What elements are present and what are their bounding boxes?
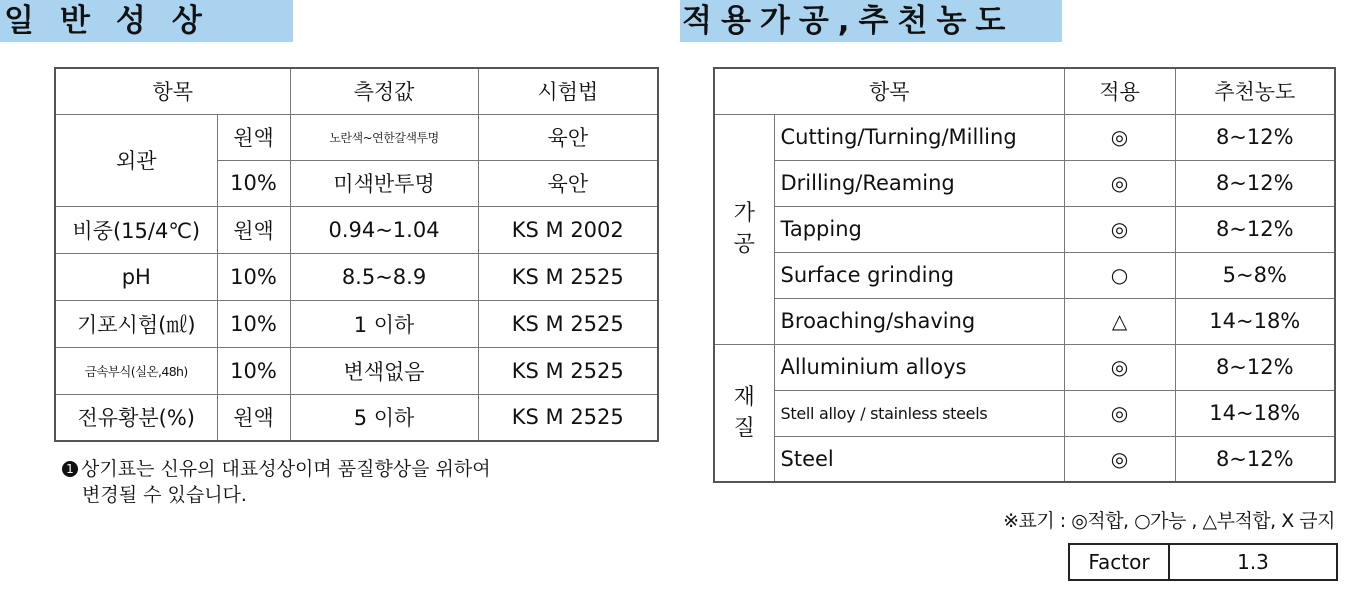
table-header-row	[714, 68, 1335, 114]
factor-label: Factor	[1069, 544, 1169, 580]
concentration-cell: 8~12%	[1175, 344, 1335, 390]
symbol-cell: ◎	[1064, 206, 1175, 252]
appearance-label: 외관	[55, 114, 217, 206]
condition-cell: 10%	[217, 300, 290, 347]
condition-cell: 원액	[217, 114, 290, 160]
header-value: 측정값	[290, 68, 478, 114]
group-label-material	[714, 344, 774, 482]
table-row	[714, 252, 1335, 298]
process-cell: Broaching/shaving	[774, 298, 1064, 344]
factor-row	[1069, 544, 1337, 580]
table-row	[714, 160, 1335, 206]
header-item: 항목	[55, 68, 290, 114]
note-bullet-icon: 1	[62, 461, 78, 477]
note-line-2: 변경될 수 있습니다.	[82, 484, 247, 506]
symbol-cell: ◎	[1064, 160, 1175, 206]
value-cell: 미색반투명	[290, 160, 478, 206]
value-cell: 0.94~1.04	[290, 206, 478, 253]
item-cell: 비중(15/4℃)	[55, 206, 217, 253]
table-row	[714, 114, 1335, 160]
concentration-cell: 8~12%	[1175, 436, 1335, 482]
symbol-cell: ◎	[1064, 114, 1175, 160]
table-row	[55, 253, 658, 300]
value-cell: 5 이하	[290, 394, 478, 441]
value-cell: 노란색~연한갈색투명	[290, 114, 478, 160]
table-row	[55, 394, 658, 441]
concentration-cell: 14~18%	[1175, 390, 1335, 436]
symbol-cell: ○	[1064, 252, 1175, 298]
symbol-cell: △	[1064, 298, 1175, 344]
table-row	[714, 390, 1335, 436]
item-cell: pH	[55, 253, 217, 300]
header-method: 시험법	[478, 68, 658, 114]
process-cell: Drilling/Reaming	[774, 160, 1064, 206]
symbol-cell: ◎	[1064, 390, 1175, 436]
footnote	[62, 456, 662, 508]
process-cell: Steel	[774, 436, 1064, 482]
condition-cell: 10%	[217, 347, 290, 394]
application-title: 적용가공,추천농도	[680, 0, 1062, 42]
process-cell: Tapping	[774, 206, 1064, 252]
general-properties-table	[54, 67, 659, 442]
factor-value: 1.3	[1169, 544, 1337, 580]
item-cell: 전유황분(%)	[55, 394, 217, 441]
symbol-legend: ※표기 : ◎적합, ○가능 , △부적합, X 금지	[1003, 510, 1335, 532]
condition-cell: 원액	[217, 206, 290, 253]
group-label-text: 가 공	[733, 201, 755, 257]
header-applicable: 적용	[1064, 68, 1175, 114]
factor-table	[1068, 543, 1338, 581]
method-cell: KS M 2525	[478, 253, 658, 300]
method-cell: KS M 2002	[478, 206, 658, 253]
condition-cell: 10%	[217, 253, 290, 300]
header-item: 항목	[714, 68, 1064, 114]
value-cell: 변색없음	[290, 347, 478, 394]
process-cell: Surface grinding	[774, 252, 1064, 298]
condition-cell: 10%	[217, 160, 290, 206]
general-properties-title: 일반성상	[0, 0, 293, 42]
application-table	[713, 67, 1336, 483]
table-row	[714, 436, 1335, 482]
item-cell: 금속부식(실온,48h)	[55, 347, 217, 394]
table-header-row	[55, 68, 658, 114]
method-cell: KS M 2525	[478, 394, 658, 441]
method-cell: 육안	[478, 160, 658, 206]
note-line-1: 상기표는 신유의 대표성상이며 품질향상을 위하여	[81, 458, 491, 480]
process-cell: Alluminium alloys	[774, 344, 1064, 390]
method-cell: KS M 2525	[478, 347, 658, 394]
table-row	[714, 298, 1335, 344]
concentration-cell: 8~12%	[1175, 114, 1335, 160]
table-row	[714, 206, 1335, 252]
group-label-text: 재 질	[733, 384, 755, 441]
group-label-machining	[714, 114, 774, 344]
table-row	[55, 206, 658, 253]
method-cell: KS M 2525	[478, 300, 658, 347]
symbol-cell: ◎	[1064, 344, 1175, 390]
header-concentration: 추천농도	[1175, 68, 1335, 114]
concentration-cell: 14~18%	[1175, 298, 1335, 344]
process-cell: Cutting/Turning/Milling	[774, 114, 1064, 160]
value-cell: 1 이하	[290, 300, 478, 347]
method-cell: 육안	[478, 114, 658, 160]
table-row	[714, 344, 1335, 390]
concentration-cell: 5~8%	[1175, 252, 1335, 298]
symbol-cell: ◎	[1064, 436, 1175, 482]
concentration-cell: 8~12%	[1175, 160, 1335, 206]
concentration-cell: 8~12%	[1175, 206, 1335, 252]
table-row	[55, 114, 658, 160]
table-row	[55, 347, 658, 394]
value-cell: 8.5~8.9	[290, 253, 478, 300]
item-cell: 기포시험(㎖)	[55, 300, 217, 347]
process-cell: Stell alloy / stainless steels	[774, 390, 1064, 436]
condition-cell: 원액	[217, 394, 290, 441]
table-row	[55, 300, 658, 347]
